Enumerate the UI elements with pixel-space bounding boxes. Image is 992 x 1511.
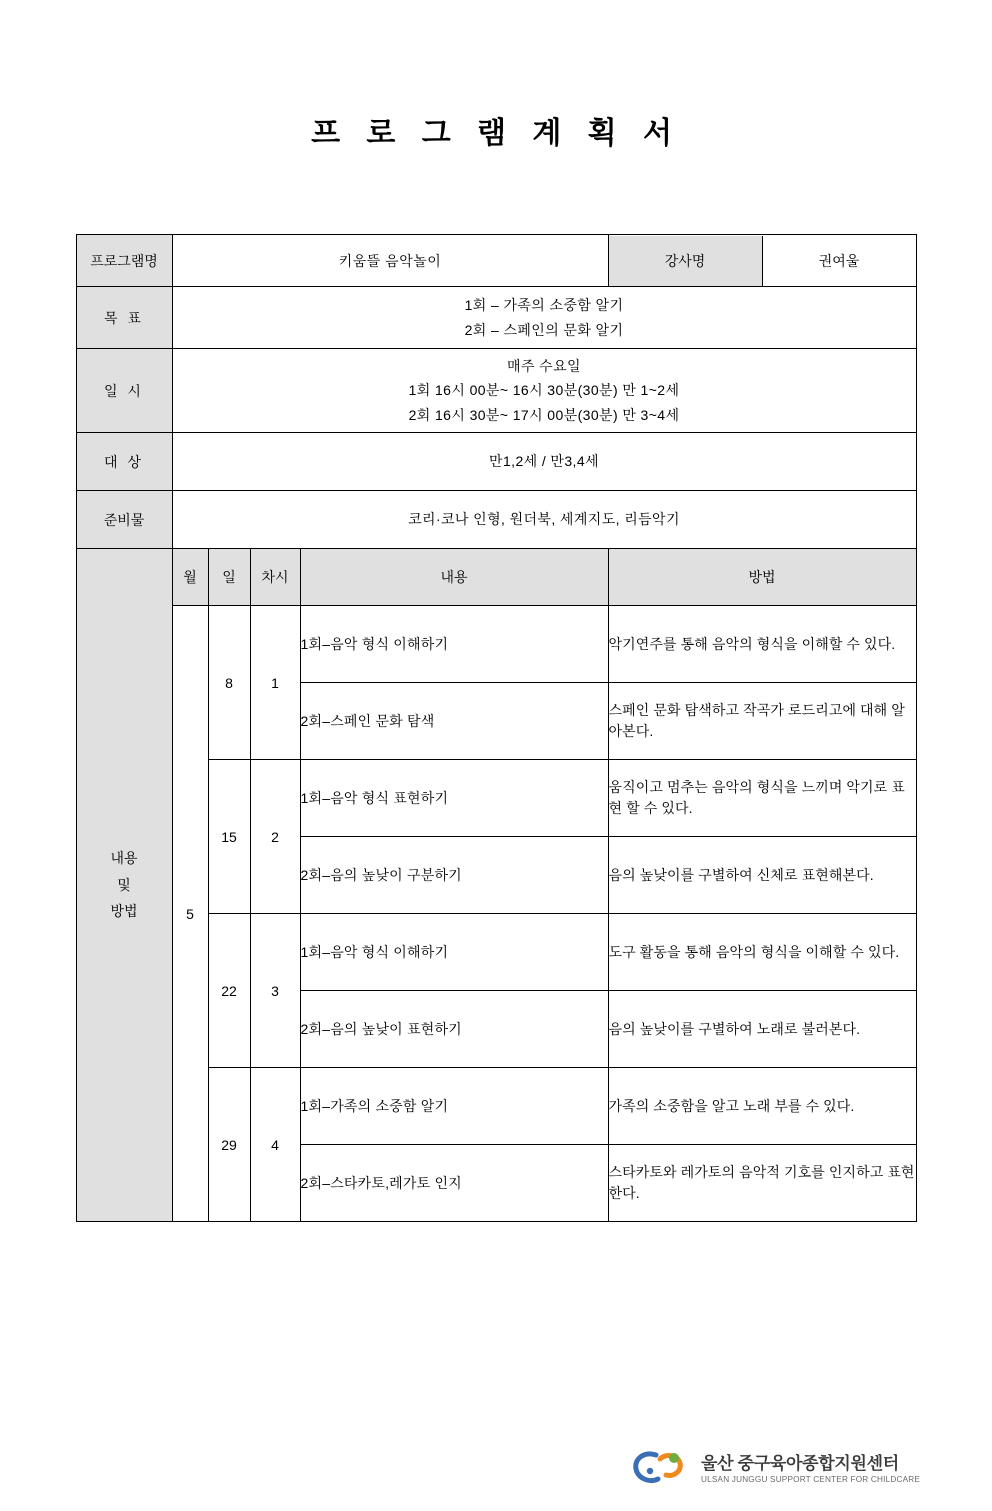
side-label-line-1: 내용	[110, 850, 138, 867]
datetime-value	[172, 349, 916, 433]
schedule-method: 악기연주를 통해 음악의 형식을 이해할 수 있다.	[608, 606, 916, 683]
teacher-value: 권여울	[818, 252, 860, 269]
schedule-content: 2회–음의 높낮이 구분하기	[300, 837, 608, 914]
prep-value: 코리·코나 인형, 원더북, 세계지도, 리듬악기	[172, 491, 916, 549]
goal-line-1: 1회 – 가족의 소중함 알기	[464, 297, 624, 313]
schedule-method: 스페인 문화 탐색하고 작곡가 로드리고에 대해 알아본다.	[608, 683, 916, 760]
teacher-label: 강사명	[609, 236, 763, 286]
table-row-program	[76, 235, 916, 287]
schedule-method: 도구 활동을 통해 음악의 형식을 이해할 수 있다.	[608, 914, 916, 991]
schedule-content: 1회–가족의 소중함 알기	[300, 1068, 608, 1145]
document-page	[0, 108, 992, 1511]
goal-line-2: 2회 – 스페인의 문화 알기	[464, 321, 624, 338]
schedule-day: 22	[208, 914, 250, 1068]
column-header-session: 차시	[250, 549, 300, 606]
table-row-prep	[76, 491, 916, 549]
table-row-goal	[76, 287, 916, 349]
datetime-line-1: 매주 수요일	[507, 357, 581, 374]
side-label-line-2: 및	[117, 876, 131, 893]
prep-label: 준비물	[76, 491, 172, 549]
schedule-month: 5	[172, 606, 208, 1222]
logo-text	[701, 1454, 920, 1485]
schedule-method: 음의 높낮이를 구별하여 신체로 표현해본다.	[608, 837, 916, 914]
schedule-content: 2회–음의 높낮이 표현하기	[300, 991, 608, 1068]
organization-logo	[630, 1449, 920, 1489]
column-header-method: 방법	[608, 549, 916, 606]
side-label-line-3: 방법	[110, 903, 138, 920]
table-row-target	[76, 433, 916, 491]
schedule-session: 2	[250, 760, 300, 914]
column-header-month: 월	[172, 549, 208, 606]
program-name-label: 프로그램명	[76, 235, 172, 287]
goal-value	[172, 287, 916, 349]
table-row-schedule-header	[76, 549, 916, 606]
page-title: 프 로 그 램 계 획 서	[311, 117, 681, 150]
datetime-line-2: 1회 16시 00분~ 16시 30분(30분) 만 1~2세	[408, 382, 680, 399]
schedule-content: 2회–스페인 문화 탐색	[300, 683, 608, 760]
column-header-content: 내용	[300, 549, 608, 606]
schedule-day: 15	[208, 760, 250, 914]
schedule-method: 음의 높낮이를 구별하여 노래로 불러본다.	[608, 991, 916, 1068]
schedule-method: 가족의 소중함을 알고 노래 부를 수 있다.	[608, 1068, 916, 1145]
schedule-content: 2회–스타카토,레가토 인지	[300, 1145, 608, 1222]
schedule-content: 1회–음악 형식 표현하기	[300, 760, 608, 837]
logo-korean-name: 울산 중구육아종합지원센터	[701, 1453, 899, 1473]
schedule-method: 움직이고 멈추는 음악의 형식을 느끼며 악기로 표현 할 수 있다.	[608, 760, 916, 837]
table-row-datetime	[76, 349, 916, 433]
datetime-line-3: 2회 16시 30분~ 17시 00분(30분) 만 3~4세	[408, 406, 680, 423]
goal-label: 목 표	[76, 287, 172, 349]
column-header-day: 일	[208, 549, 250, 606]
program-plan-table	[76, 234, 917, 1222]
schedule-content: 1회–음악 형식 이해하기	[300, 606, 608, 683]
schedule-method: 스타카토와 레가토의 음악적 기호를 인지하고 표현한다.	[608, 1145, 916, 1222]
logo-english-name: ULSAN JUNGGU SUPPORT CENTER FOR CHILDCARE	[701, 1475, 920, 1485]
schedule-day: 29	[208, 1068, 250, 1222]
logo-mark-icon	[630, 1449, 692, 1489]
teacher-cell	[608, 235, 916, 287]
schedule-day: 8	[208, 606, 250, 760]
target-value: 만1,2세 / 만3,4세	[172, 433, 916, 491]
schedule-session: 4	[250, 1068, 300, 1222]
schedule-session: 3	[250, 914, 300, 1068]
footer	[0, 1449, 992, 1489]
schedule-session: 1	[250, 606, 300, 760]
table-row	[76, 606, 916, 683]
datetime-label: 일 시	[76, 349, 172, 433]
target-label: 대 상	[76, 433, 172, 491]
schedule-content: 1회–음악 형식 이해하기	[300, 914, 608, 991]
schedule-side-label	[76, 549, 172, 1222]
program-name-value: 키움뜰 음악놀이	[172, 235, 608, 287]
